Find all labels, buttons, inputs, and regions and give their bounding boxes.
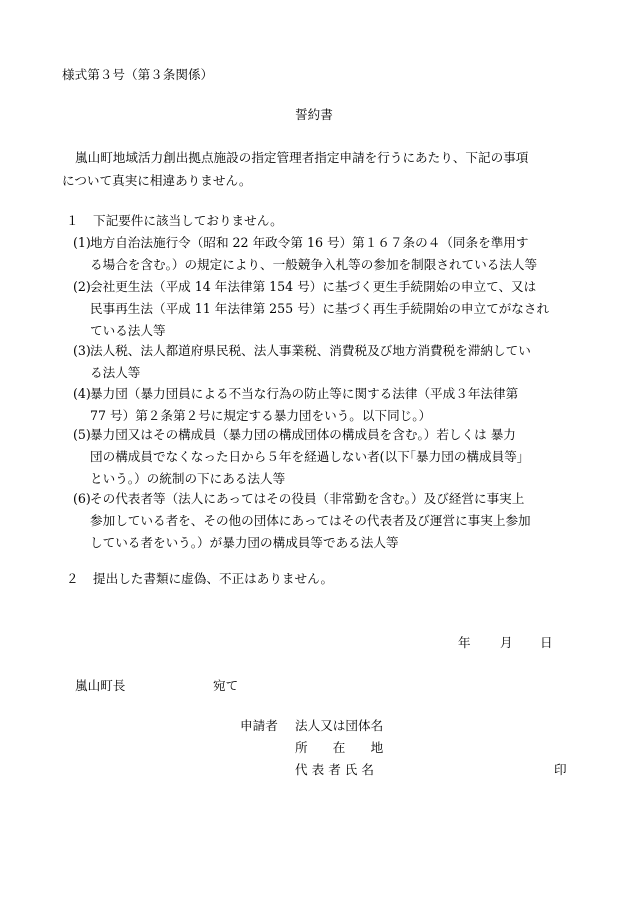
section-1-heading: 下記要件に該当しておりません。 [93, 213, 283, 228]
seal-mark: 印 [554, 762, 567, 777]
item-line: という。）の統制の下にある法人等 [90, 471, 286, 486]
date-day: 日 [540, 635, 553, 650]
section-1-number: １ [66, 213, 79, 228]
requirement-item-5 [73, 424, 583, 490]
item-line: る場合を含む。）の規定により、一般競争入札等の参加を制限されている法人等 [90, 257, 538, 272]
item-line: その代表者等（法人にあってはその役員（非常勤を含む。）及び経営に事実上 [90, 491, 525, 506]
address-label: 所 在 地 [295, 740, 384, 755]
item-number: (4) [73, 386, 91, 401]
item-line: 参加している者を、その他の団体にあってはその代表者及び運営に事実上参加 [90, 513, 531, 528]
section-2-number: ２ [66, 571, 79, 586]
item-line: る法人等 [90, 365, 141, 380]
requirement-item-1 [73, 232, 583, 276]
addressee-suffix: 宛て [213, 678, 239, 693]
date-year: 年 [458, 635, 471, 650]
intro-line: 嵐山町地域活力創出拠点施設の指定管理者指定申請を行うにあたり、下記の事項 [75, 150, 529, 165]
date-month: 月 [500, 635, 513, 650]
item-line: 暴力団又はその構成員（暴力団の構成団体の構成員を含む。）若しくは 暴力 [90, 427, 516, 442]
representative-name-label: 代 表 者 氏 名 [295, 762, 374, 777]
document-title: 誓約書 [295, 107, 333, 122]
requirement-item-6 [73, 488, 583, 554]
organization-name-label: 法人又は団体名 [295, 718, 384, 733]
form-number: 様式第３号（第３条関係） [62, 67, 214, 82]
item-number: (3) [73, 343, 91, 358]
applicant-label: 申請者 [240, 718, 278, 733]
item-line: 地方自治法施行令（昭和 22 年政令第 16 号）第１６７条の４（同条を準用す [90, 235, 529, 250]
item-line: 77 号）第２条第２号に規定する暴力団をいう。以下同じ。） [90, 408, 432, 423]
requirement-item-2 [73, 276, 583, 342]
requirement-item-3 [73, 340, 583, 384]
item-line: 会社更生法（平成 14 年法律第 154 号）に基づく更生手続開始の申立て、又は [90, 279, 537, 294]
requirement-item-4 [73, 383, 583, 427]
item-number: (5) [73, 427, 91, 442]
item-line: している者をいう。）が暴力団の構成員等である法人等 [90, 535, 399, 550]
section-2-text: 提出した書類に虚偽、不正はありません。 [93, 571, 334, 586]
item-line: 民事再生法（平成 11 年法律第 255 号）に基づく再生手続開始の申立てがなされ [90, 301, 550, 316]
item-line: 団の構成員でなくなった日から５年を経過しない者(以下｢暴力団の構成員等」 [90, 449, 530, 464]
item-number: (1) [73, 235, 91, 250]
item-line: 法人税、法人都道府県民税、法人事業税、消費税及び地方消費税を滞納してい [90, 343, 531, 358]
addressee-name: 嵐山町長 [75, 678, 126, 693]
item-number: (6) [73, 491, 91, 506]
intro-line: について真実に相違ありません。 [62, 173, 252, 188]
item-line: ている法人等 [90, 323, 166, 338]
item-number: (2) [73, 279, 91, 294]
item-line: 暴力団（暴力団員による不当な行為の防止等に関する法律（平成３年法律第 [90, 386, 519, 401]
